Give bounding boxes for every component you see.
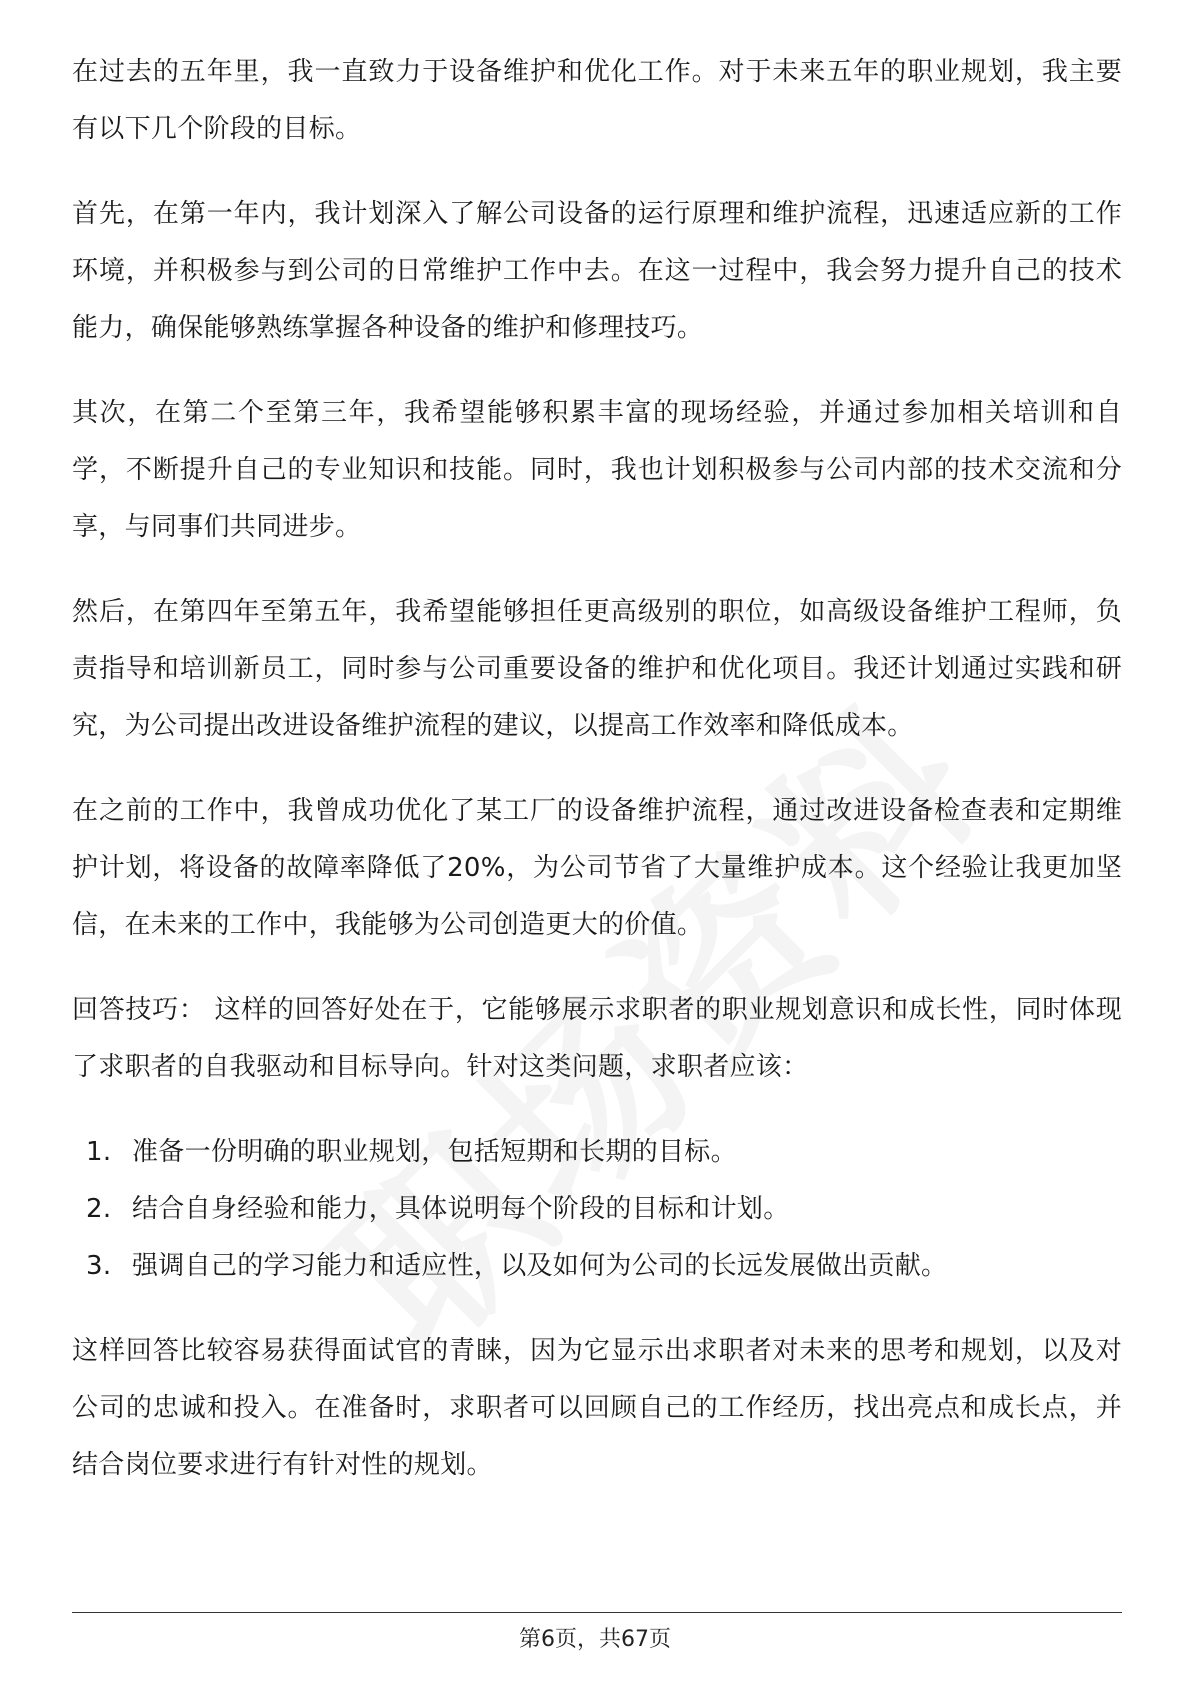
- list-text: 准备一份明确的职业规划，包括短期和长期的目标。: [132, 1137, 737, 1167]
- paragraph-intro: 在过去的五年里，我一直致力于设备维护和优化工作。对于未来五年的职业规划，我主要有以下几个阶段的目标。: [72, 57, 1122, 144]
- list-item: [72, 1124, 1122, 1181]
- page-number: 第6页，共67页: [519, 1627, 671, 1652]
- document-body: [72, 44, 1122, 1522]
- list-item: [72, 1238, 1122, 1295]
- tips-list: [72, 1124, 1122, 1295]
- paragraph-tips: 回答技巧： 这样的回答好处在于，它能够展示求职者的职业规划意识和成长性，同时体现了求职者的自我驱动和目标导向。针对这类问题，求职者应该：: [72, 995, 1122, 1082]
- paragraph-first-year: 首先，在第一年内，我计划深入了解公司设备的运行原理和维护流程，迅速适应新的工作环境，并积极参与到公司的日常维护工作中去。在这一过程中，我会努力提升自己的技术能力，确保能够熟练掌握各种设备的维护和修理技巧。: [72, 199, 1122, 343]
- footer-divider: [72, 1612, 1122, 1613]
- paragraph-fourth-fifth-year: 然后，在第四年至第五年，我希望能够担任更高级别的职位，如高级设备维护工程师，负责指导和培训新员工，同时参与公司重要设备的维护和优化项目。我还计划通过实践和研究，为公司提出改进设备维护流程的建议，以提高工作效率和降低成本。: [72, 597, 1122, 741]
- list-text: 结合自身经验和能力，具体说明每个阶段的目标和计划。: [132, 1194, 790, 1224]
- paragraph-second-third-year: 其次，在第二个至第三年，我希望能够积累丰富的现场经验，并通过参加相关培训和自学，不断提升自己的专业知识和技能。同时，我也计划积极参与公司内部的技术交流和分享，与同事们共同进步。: [72, 398, 1122, 542]
- list-number: 2.: [86, 1194, 112, 1224]
- list-number: 3.: [86, 1251, 112, 1281]
- list-item: [72, 1181, 1122, 1238]
- paragraph-closing: 这样回答比较容易获得面试官的青睐，因为它显示出求职者对未来的思考和规划，以及对公司的忠诚和投入。在准备时，求职者可以回顾自己的工作经历，找出亮点和成长点，并结合岗位要求进行有针对性的规划。: [72, 1336, 1122, 1480]
- list-text: 强调自己的学习能力和适应性，以及如何为公司的长远发展做出贡献。: [132, 1251, 948, 1281]
- paragraph-experience: 在之前的工作中，我曾成功优化了某工厂的设备维护流程，通过改进设备检查表和定期维护计划，将设备的故障率降低了20%，为公司节省了大量维护成本。这个经验让我更加坚信，在未来的工作中，我能够为公司创造更大的价值。: [72, 796, 1122, 940]
- list-number: 1.: [86, 1137, 112, 1167]
